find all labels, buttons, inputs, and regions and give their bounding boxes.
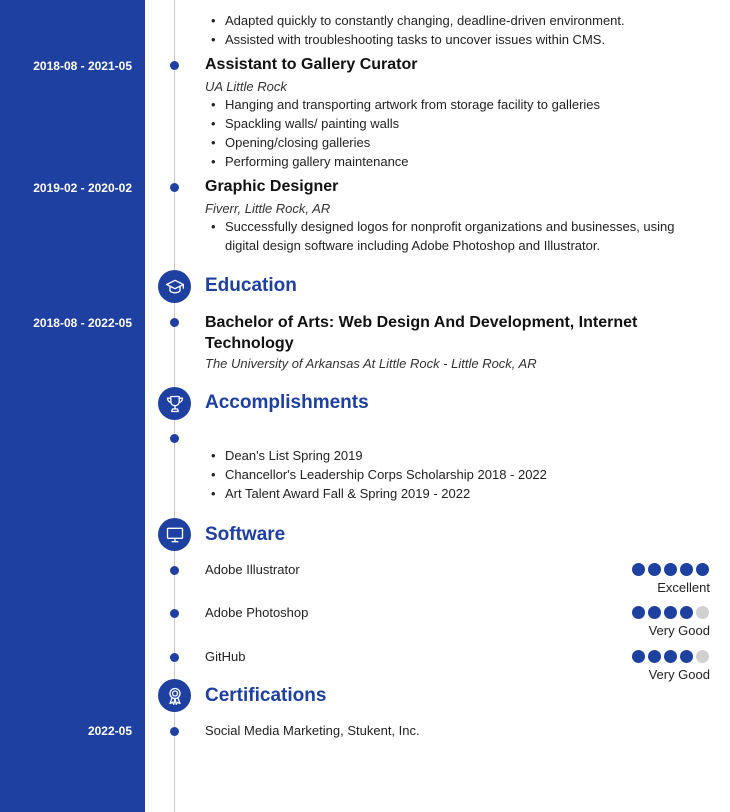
rating-dot-filled	[632, 650, 645, 663]
list-item: • Dean's List Spring 2019	[205, 446, 705, 465]
software-name: Adobe Illustrator	[205, 562, 300, 577]
rating-dot-filled	[680, 563, 693, 576]
award-ribbon-icon	[158, 679, 191, 712]
list-item: • Successfully designed logos for nonprofit organizations and businesses, using digital design software including Adobe Photoshop and Illustrator.	[205, 217, 695, 255]
timeline-dot	[170, 609, 179, 618]
software-name: GitHub	[205, 649, 246, 664]
graduation-cap-icon	[158, 270, 191, 303]
job-bullets	[205, 95, 705, 171]
list-item: • Assisted with troubleshooting tasks to uncover issues within CMS.	[205, 30, 705, 49]
job-organization: Fiverr, Little Rock, AR	[205, 201, 331, 216]
timeline-dot	[170, 434, 179, 443]
section-title-accomplishments: Accomplishments	[205, 392, 369, 413]
list-item: • Spackling walls/ painting walls	[205, 114, 705, 133]
degree-title: Bachelor of Arts: Web Design And Development, Internet Technology	[205, 314, 638, 352]
rating-dot-filled	[632, 606, 645, 619]
list-item: • Adapted quickly to constantly changing, deadline-driven environment.	[205, 11, 705, 30]
rating-dot-filled	[632, 563, 645, 576]
rating-dot-filled	[696, 563, 709, 576]
job-dates: 2019-02 - 2020-02	[33, 181, 132, 195]
section-title-education: Education	[205, 275, 297, 296]
list-item: • Performing gallery maintenance	[205, 152, 705, 171]
rating-dot-filled	[680, 606, 693, 619]
job-title: Graphic Designer	[205, 178, 339, 195]
certification-dates: 2022-05	[87, 724, 132, 738]
timeline-dot	[170, 61, 179, 70]
timeline-dot	[170, 653, 179, 662]
skill-rating	[632, 563, 710, 576]
skill-rating	[632, 606, 710, 619]
timeline-dot	[170, 318, 179, 327]
list-item: • Chancellor's Leadership Corps Scholarship 2018 - 2022	[205, 465, 705, 484]
school-name: The University of Arkansas At Little Rock - Little Rock, AR	[205, 356, 537, 371]
section-title-certifications: Certifications	[205, 685, 327, 706]
education-dates: 2018-08 - 2022-05	[33, 316, 132, 330]
skill-rating	[632, 650, 710, 663]
rating-dot-empty	[696, 606, 709, 619]
trophy-icon	[158, 387, 191, 420]
rating-dot-filled	[648, 563, 661, 576]
rating-dot-filled	[664, 563, 677, 576]
skill-rating-label: Very Good	[648, 623, 710, 638]
rating-dot-filled	[680, 650, 693, 663]
section-title-software: Software	[205, 524, 286, 545]
certification-item: Social Media Marketing, Stukent, Inc.	[205, 723, 420, 738]
list-item: • Opening/closing galleries	[205, 133, 705, 152]
list-item: • Art Talent Award Fall & Spring 2019 - 2022	[205, 484, 705, 503]
sidebar	[0, 0, 145, 812]
timeline-dot	[170, 183, 179, 192]
rating-dot-filled	[648, 606, 661, 619]
software-name: Adobe Photoshop	[205, 605, 309, 620]
rating-dot-filled	[664, 606, 677, 619]
accomplishment-list	[205, 446, 705, 503]
timeline-dot	[170, 566, 179, 575]
skill-rating-label: Excellent	[657, 580, 710, 595]
skill-rating-label: Very Good	[648, 667, 710, 682]
job-dates: 2018-08 - 2021-05	[33, 59, 132, 73]
list-item: • Hanging and transporting artwork from storage facility to galleries	[205, 95, 705, 114]
rating-dot-filled	[664, 650, 677, 663]
rating-dot-filled	[648, 650, 661, 663]
job-title: Assistant to Gallery Curator	[205, 56, 418, 73]
monitor-icon	[158, 518, 191, 551]
timeline-dot	[170, 727, 179, 736]
rating-dot-empty	[696, 650, 709, 663]
previous-job-bullets	[205, 11, 705, 49]
job-bullets	[205, 217, 695, 255]
job-organization: UA Little Rock	[205, 79, 287, 94]
